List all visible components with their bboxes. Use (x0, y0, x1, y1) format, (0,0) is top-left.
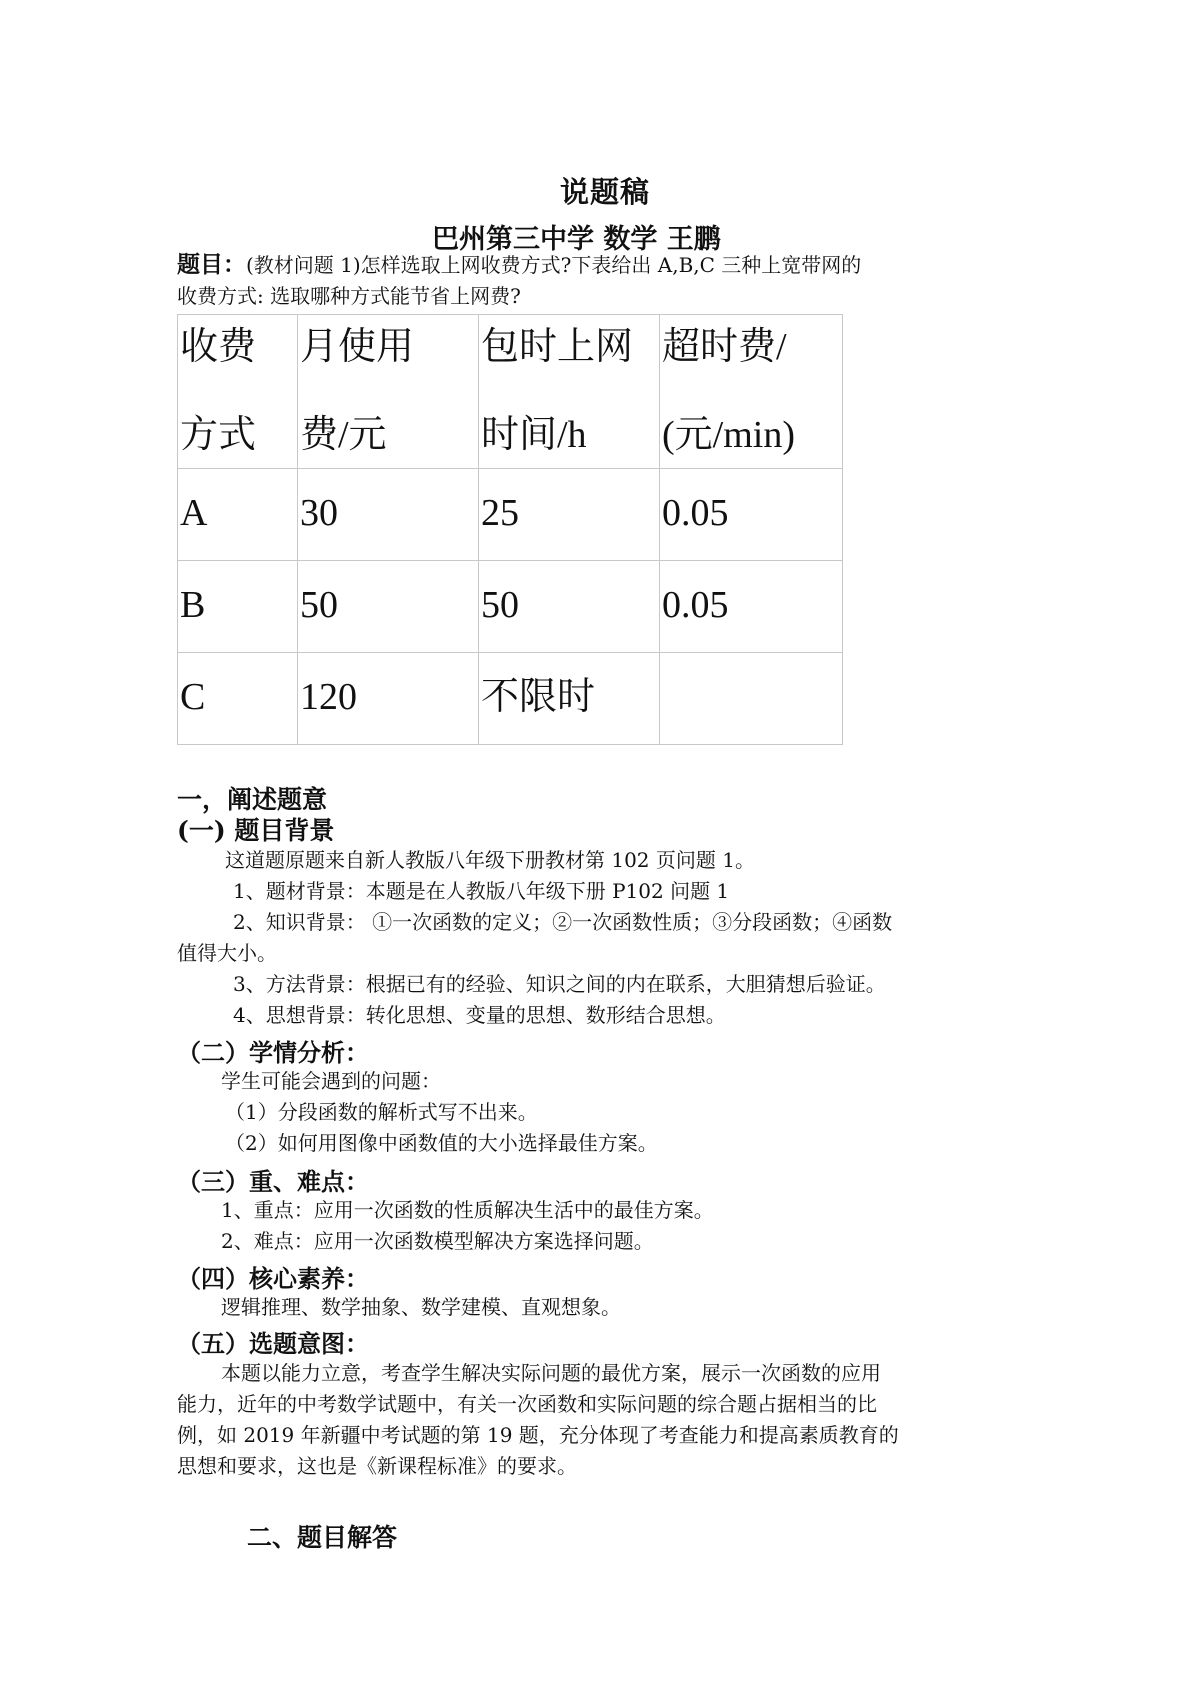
table-cell: 30 (298, 469, 479, 561)
table-cell: 120 (298, 653, 479, 745)
section-2-heading: 二、题目解答 (247, 1523, 398, 1552)
paragraph-line: 思想和要求，这也是《新课程标准》的要求。 (177, 1454, 577, 1478)
list-item: 4、思想背景：转化思想、变量的思想、数形结合思想。 (233, 1003, 726, 1027)
list-item: 值得大小。 (177, 941, 277, 965)
paragraph-line: 能力，近年的中考数学试题中，有关一次函数和实际问题的综合题占据相当的比 (177, 1392, 877, 1416)
table-cell: A (178, 469, 298, 561)
subsection-2-heading: （二）学情分析： (177, 1038, 369, 1067)
header-cell: 超时费/ (元/min) (660, 315, 843, 469)
list-item: （1）分段函数的解析式写不出来。 (225, 1100, 538, 1124)
list-item: 2、知识背景： ①一次函数的定义；②一次函数性质；③分段函数；④函数 (233, 910, 893, 934)
problem-line-2: 收费方式: 选取哪种方式能节省上网费? (177, 284, 521, 308)
problem-line-1 (177, 250, 861, 280)
header-cell: 收费 方式 (178, 315, 298, 469)
table-cell: B (178, 561, 298, 653)
paragraph-line: 例，如 2019 年新疆中考试题的第 19 题，充分体现了考查能力和提高素质教育的 (177, 1423, 899, 1447)
fee-table (177, 314, 843, 745)
list-item: 2、难点：应用一次函数模型解决方案选择问题。 (221, 1229, 654, 1253)
subsection-4-heading: （四）核心素养： (177, 1264, 369, 1293)
paragraph-line: 本题以能力立意，考查学生解决实际问题的最优方案，展示一次函数的应用 (221, 1361, 881, 1385)
table-cell: 不限时 (479, 653, 660, 745)
paragraph: 学生可能会遇到的问题： (221, 1069, 441, 1093)
table-cell (660, 653, 843, 745)
table-cell: 50 (298, 561, 479, 653)
list-item: （2）如何用图像中函数值的大小选择最佳方案。 (225, 1131, 658, 1155)
table-row (178, 469, 843, 561)
list-item: 1、重点：应用一次函数的性质解决生活中的最佳方案。 (221, 1198, 714, 1222)
section-1-heading: 一，阐述题意 (177, 785, 328, 814)
subsection-3-heading: （三）重、难点： (177, 1167, 369, 1196)
paragraph: 逻辑推理、数学抽象、数学建模、直观想象。 (221, 1295, 621, 1319)
header-cell: 月使用 费/元 (298, 315, 479, 469)
problem-label: 题目： (177, 251, 246, 278)
table-cell: 0.05 (660, 469, 843, 561)
table-row (178, 653, 843, 745)
paragraph: 这道题原题来自新人教版八年级下册教材第 102 页问题 1。 (225, 848, 755, 872)
author-line: 巴州第三中学 数学 王鹏 (432, 224, 721, 255)
subsection-1-heading: (一) 题目背景 (177, 816, 335, 845)
list-item: 1、题材背景：本题是在人教版八年级下册 P102 问题 1 (233, 879, 730, 903)
table-cell: C (178, 653, 298, 745)
table-cell: 50 (479, 561, 660, 653)
table-row (178, 561, 843, 653)
table-cell: 0.05 (660, 561, 843, 653)
header-cell: 包时上网 时间/h (479, 315, 660, 469)
problem-text-1: (教材问题 1)怎样选取上网收费方式?下表给出 A,B,C 三种上宽带网的 (246, 253, 862, 277)
list-item: 3、方法背景：根据已有的经验、知识之间的内在联系，大胆猜想后验证。 (233, 972, 886, 996)
table-cell: 25 (479, 469, 660, 561)
subsection-5-heading: （五）选题意图： (177, 1329, 369, 1358)
document-title: 说题稿 (560, 175, 651, 209)
table-header-row (178, 315, 843, 469)
